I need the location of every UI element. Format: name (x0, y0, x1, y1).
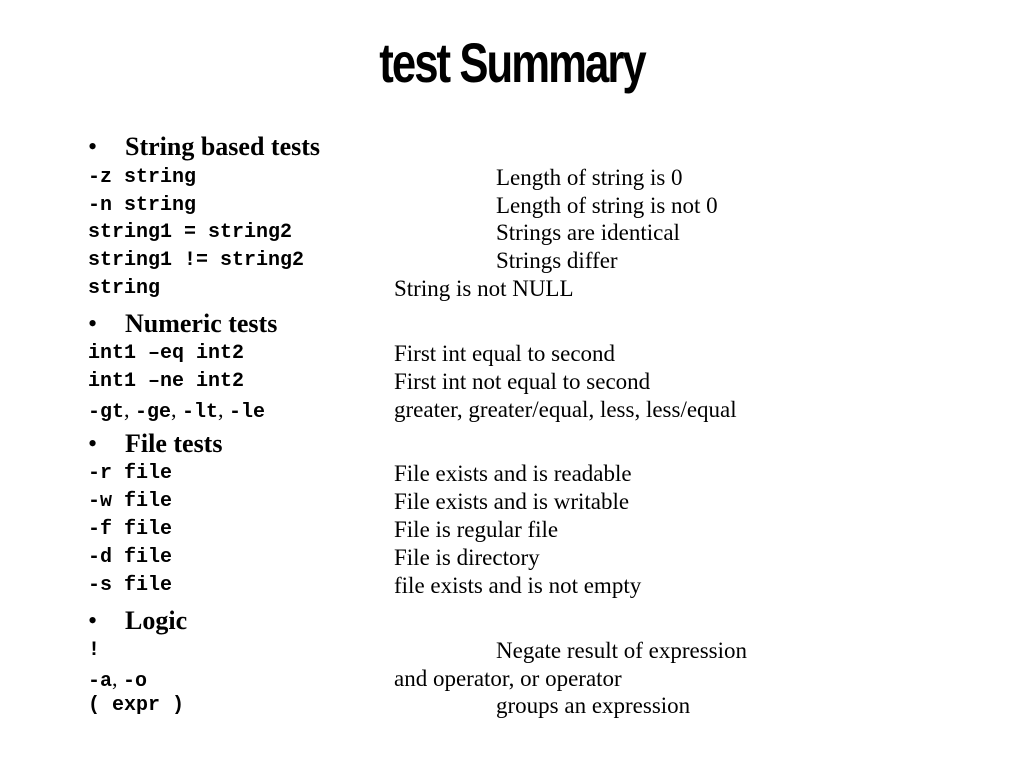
test-description: First int equal to second (394, 341, 616, 366)
test-description: Negate result of expression (496, 638, 748, 663)
test-description: File exists and is readable (394, 461, 632, 486)
bullet-icon: • (88, 429, 98, 458)
test-description: Length of string is not 0 (496, 193, 718, 218)
test-description: greater, greater/equal, less, less/equal (394, 397, 737, 422)
slide-title: test Summary (379, 31, 645, 94)
test-row-string-equal (88, 219, 988, 247)
test-row-r (88, 460, 988, 488)
test-code: -gt, -ge, -lt, -le (88, 397, 266, 424)
test-code: ! (88, 639, 101, 662)
test-code: -z string (88, 166, 197, 189)
heading-text: Logic (125, 606, 188, 635)
test-code: -f file (88, 518, 173, 541)
test-code: string (88, 277, 161, 300)
test-description: Length of string is 0 (496, 165, 683, 190)
test-row-ne (88, 368, 988, 396)
heading-text: Numeric tests (125, 309, 278, 338)
test-code: string1 = string2 (88, 221, 293, 244)
bullet-icon: • (88, 606, 98, 635)
bullet-icon: • (88, 309, 98, 338)
test-row-n (88, 192, 988, 220)
test-code: -n string (88, 194, 197, 217)
test-row-eq (88, 340, 988, 368)
test-description: and operator, or operator (394, 666, 622, 691)
test-row-string-not-null (88, 275, 988, 303)
test-row-string-differ (88, 247, 988, 275)
test-description: Strings are identical (496, 220, 680, 245)
test-row-f (88, 516, 988, 544)
test-description: File is regular file (394, 517, 559, 542)
test-description: File is directory (394, 545, 540, 570)
test-code: -d file (88, 546, 173, 569)
test-description: String is not NULL (394, 276, 574, 301)
test-row-d (88, 544, 988, 572)
code-gt: -gt (88, 401, 125, 424)
test-code: -r file (88, 462, 173, 485)
test-code: -s file (88, 574, 173, 597)
test-row-s (88, 572, 988, 600)
test-description: First int not equal to second (394, 369, 651, 394)
test-description: File exists and is writable (394, 489, 630, 514)
test-code: -a, -o (88, 666, 148, 693)
test-code: string1 != string2 (88, 249, 305, 272)
bullet-icon: • (88, 132, 98, 161)
test-code: -w file (88, 490, 173, 513)
test-description: groups an expression (496, 693, 691, 718)
code-le: -le (229, 401, 266, 424)
heading-text: String based tests (125, 132, 321, 161)
code-ge: -ge (135, 401, 172, 424)
heading-text: File tests (125, 429, 223, 458)
test-description: Strings differ (496, 248, 618, 273)
test-row-group (88, 692, 988, 720)
code-a: -a (88, 670, 113, 693)
test-code: ( expr ) (88, 694, 185, 717)
code-o: -o (123, 670, 148, 693)
code-lt: -lt (182, 401, 219, 424)
test-row-negate (88, 637, 988, 665)
test-row-comparisons (88, 396, 988, 424)
test-row-z (88, 164, 988, 192)
test-code: int1 –eq int2 (88, 342, 245, 365)
test-code: int1 –ne int2 (88, 370, 245, 393)
test-description: file exists and is not empty (394, 573, 642, 598)
test-row-and-or (88, 665, 988, 693)
test-row-w (88, 488, 988, 516)
